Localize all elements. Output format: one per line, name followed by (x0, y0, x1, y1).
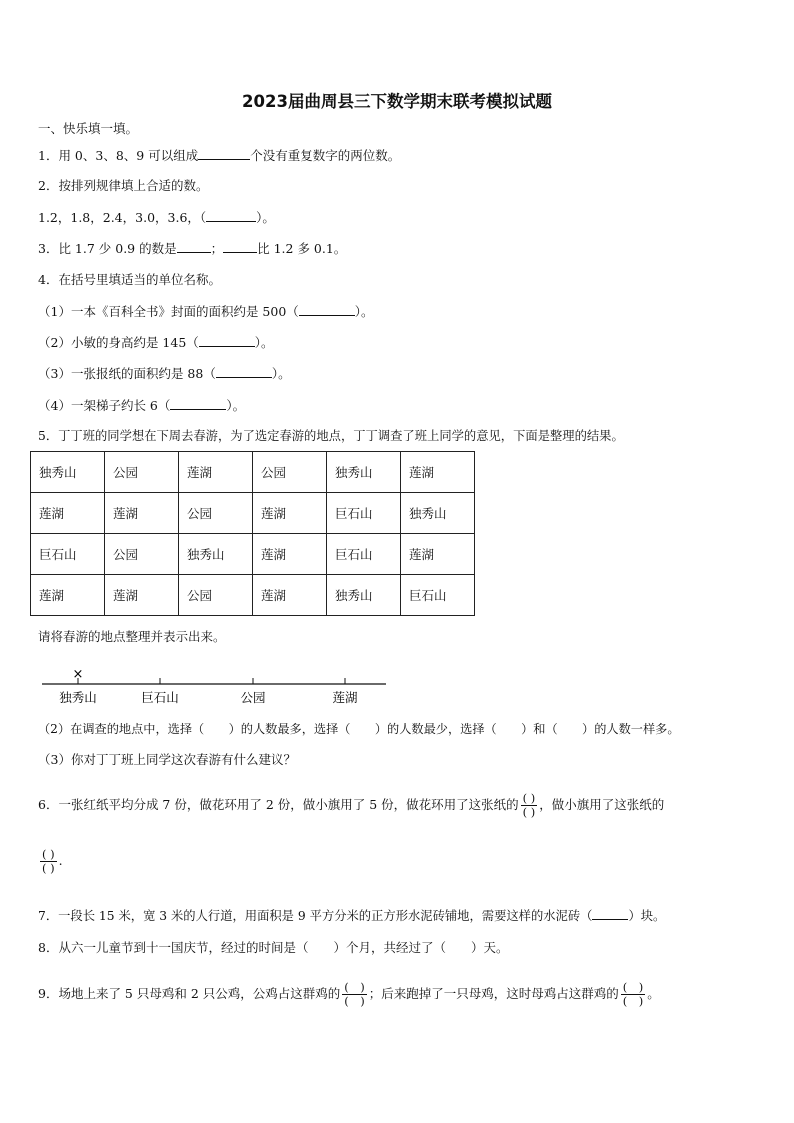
fraction-denominator: ( ) (344, 994, 365, 1008)
item-end: ）。 (271, 366, 291, 381)
table-cell: 巨石山 (31, 534, 105, 575)
answer-blank[interactable] (216, 365, 272, 378)
question-2-sequence (38, 209, 275, 226)
table-cell: 独秀山 (401, 493, 475, 534)
table-cell: 公园 (105, 452, 179, 493)
question-7 (38, 907, 665, 924)
fraction-numerator: ( ) (42, 847, 55, 861)
question-4-item-3 (38, 365, 291, 382)
table-cell: 莲湖 (179, 452, 253, 493)
item-text: （2）小敏的身高约是 145（ (38, 335, 199, 350)
question-5-sub-3: （3）你对丁丁班上同学这次春游有什么建议？ (38, 752, 296, 767)
question-1-text-end: 个没有重复数字的两位数。 (250, 148, 401, 163)
item-end: ）。 (226, 398, 246, 413)
table-row (31, 534, 475, 575)
question-5: 5．丁丁班的同学想在下周去春游，为了选定春游的地点，丁丁调查了班上同学的意见，下面是整理的结果。 (38, 429, 624, 443)
fraction-denominator: ( ) (42, 861, 55, 875)
question-1-text: 1．用 0、3、8、9 可以组成 (38, 148, 199, 163)
table-cell: 公园 (253, 452, 327, 493)
table-row (31, 452, 475, 493)
question-4: 4．在括号里填适当的单位名称。 (38, 272, 221, 287)
sequence-end: ）。 (256, 210, 275, 225)
table-cell: 独秀山 (179, 534, 253, 575)
table-row (31, 575, 475, 616)
table-cell: 公园 (179, 575, 253, 616)
table-cell: 莲湖 (253, 493, 327, 534)
answer-blank[interactable] (177, 240, 211, 253)
question-5-instruction: 请将春游的地点整理并表示出来。 (38, 629, 226, 644)
fraction-numerator: ( ) (522, 791, 536, 805)
page-title: 2023届曲周县三下数学期末联考模拟试题 (242, 92, 552, 111)
question-6-continued (38, 846, 63, 876)
question-7-end: ）块。 (628, 909, 666, 923)
table-cell: 公园 (105, 534, 179, 575)
table-cell: 莲湖 (31, 493, 105, 534)
table-cell: 巨石山 (401, 575, 475, 616)
question-4-item-2 (38, 334, 274, 351)
fraction-numerator: ( ) (344, 980, 365, 994)
fraction-blank[interactable] (521, 792, 538, 819)
question-9-text-b: ；后来跑掉了一只母鸡，这时母鸡占这群鸡的 (368, 986, 619, 1001)
axis-label: 莲湖 (332, 690, 358, 705)
axis-label: 巨石山 (141, 690, 179, 705)
table-cell: 巨石山 (327, 493, 401, 534)
answer-blank[interactable] (223, 240, 257, 253)
axis-label: 独秀山 (59, 690, 97, 705)
tally-mark: × (72, 667, 84, 682)
fraction-blank[interactable] (621, 981, 645, 1008)
question-5-sub-2: （2）在调查的地点中，选择（ ）的人数最多，选择（ ）的人数最少，选择（ ）和（ ）的人数一样多。 (38, 722, 680, 736)
table-cell: 巨石山 (327, 534, 401, 575)
section-heading: 一、快乐填一填。 (38, 121, 139, 136)
fraction-numerator: ( ) (622, 980, 644, 994)
table-cell: 莲湖 (401, 452, 475, 493)
question-3-part-a: 3．比 1.7 少 0.9 的数是 (38, 241, 177, 256)
table-cell: 莲湖 (105, 493, 179, 534)
answer-blank[interactable] (198, 147, 250, 160)
item-text: （3）一张报纸的面积约是 88（ (38, 366, 216, 381)
table-row (31, 493, 475, 534)
table-cell: 莲湖 (253, 575, 327, 616)
question-8: 8．从六一儿童节到十一国庆节，经过的时间是（ ）个月，共经过了（ ）天。 (38, 940, 509, 955)
table-cell: 莲湖 (105, 575, 179, 616)
item-text: （1）一本《百科全书》封面的面积约是 500（ (38, 304, 299, 319)
table-cell: 莲湖 (31, 575, 105, 616)
question-9 (38, 978, 660, 1010)
sequence-text: 1.2，1.8，2.4，3.0，3.6，（ (38, 210, 207, 225)
question-6-text: 6．一张红纸平均分成 7 份，做花环用了 2 份，做小旗用了 5 份，做花环用了这张纸的 (38, 797, 519, 812)
question-4-item-1 (38, 303, 374, 320)
question-6-text-b: ，做小旗用了这张纸的 (539, 797, 665, 812)
table-cell: 独秀山 (31, 452, 105, 493)
answer-blank[interactable] (206, 209, 256, 222)
answer-blank[interactable] (592, 907, 628, 920)
item-text: （4）一架梯子约长 6（ (38, 398, 171, 413)
question-3-part-b: ； (210, 241, 224, 256)
answer-blank[interactable] (299, 303, 355, 316)
fraction-denominator: ( ) (522, 805, 536, 819)
question-3 (38, 240, 346, 257)
answer-blank[interactable] (170, 397, 226, 410)
item-end: ）。 (354, 304, 374, 319)
fraction-blank[interactable] (40, 848, 57, 875)
question-6-end: . (58, 853, 63, 868)
question-9-end: 。 (647, 986, 660, 1001)
item-end: ）。 (254, 335, 274, 350)
answer-blank[interactable] (199, 334, 255, 347)
fraction-blank[interactable] (342, 981, 366, 1008)
table-cell: 莲湖 (401, 534, 475, 575)
question-9-text: 9．场地上来了 5 只母鸡和 2 只公鸡，公鸡占这群鸡的 (38, 986, 341, 1001)
question-7-text: 7．一段长 15 米，宽 3 米的人行道，用面积是 9 平方分米的正方形水泥砖铺地，需要这样的水泥砖（ (38, 909, 593, 923)
question-4-item-4 (38, 397, 245, 414)
question-3-part-c: 比 1.2 多 0.1。 (257, 241, 347, 256)
question-2: 2．按排列规律填上合适的数。 (38, 178, 209, 193)
table-cell: 公园 (179, 493, 253, 534)
table-cell: 莲湖 (253, 534, 327, 575)
number-line (40, 664, 390, 708)
survey-table (30, 451, 475, 616)
table-cell: 独秀山 (327, 575, 401, 616)
axis-label: 公园 (240, 690, 266, 705)
question-1 (38, 147, 400, 164)
fraction-denominator: ( ) (622, 994, 644, 1008)
table-cell: 独秀山 (327, 452, 401, 493)
question-6 (38, 790, 664, 820)
